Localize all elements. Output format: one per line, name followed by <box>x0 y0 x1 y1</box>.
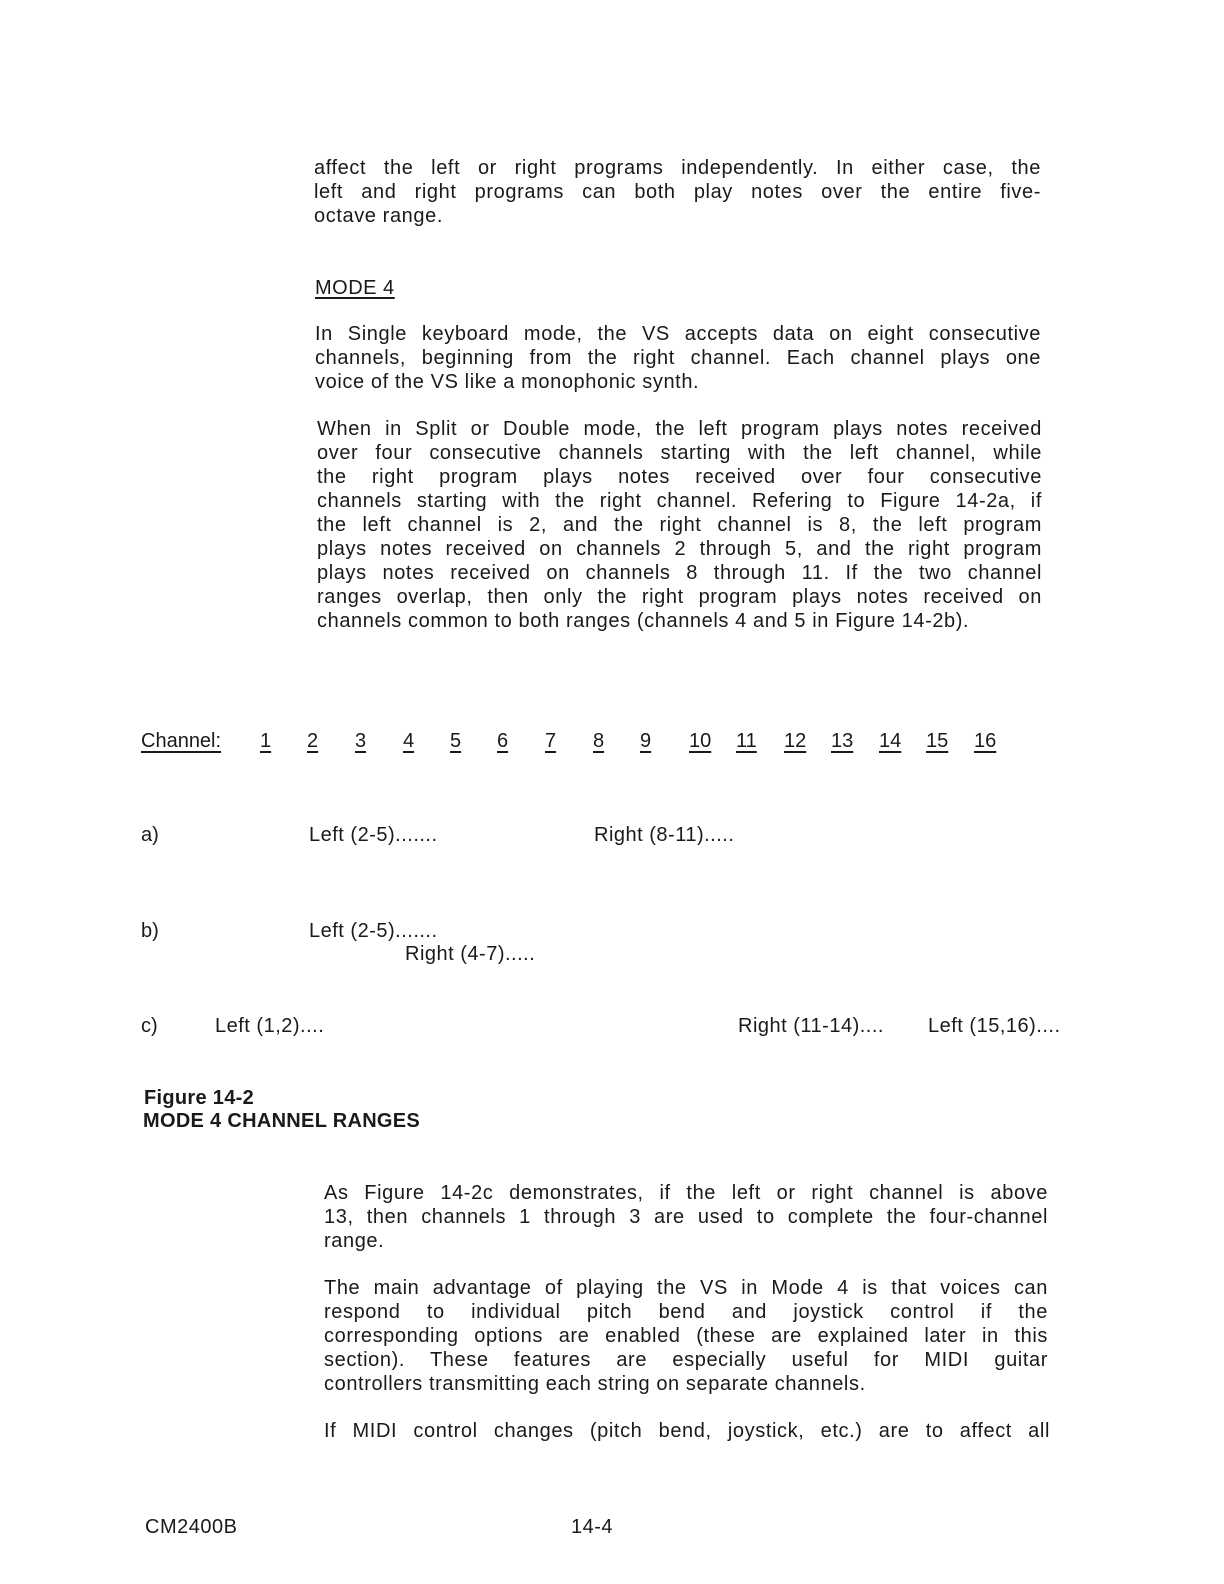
paragraph-midi-control <box>324 1419 1050 1443</box>
paragraph-advantage <box>324 1276 1048 1396</box>
channel-number: 2 <box>307 730 319 752</box>
channel-number: 8 <box>593 730 605 752</box>
text-line: As Figure 14-2c demonstrates, if the left or right channel is above <box>324 1182 1048 1204</box>
text-line: the right program plays notes received over four consecutive <box>317 466 1042 488</box>
footer-doc-id: CM2400B <box>145 1516 238 1538</box>
section-heading: MODE 4 <box>315 277 395 299</box>
channel-number: 7 <box>545 730 557 752</box>
text-line: over four consecutive channels starting with the left channel, while <box>317 442 1042 464</box>
row-a-left-range: Left (2-5)....... <box>309 824 438 846</box>
text-line: ranges overlap, then only the right program plays notes received on <box>317 586 1042 608</box>
text-line: If MIDI control changes (pitch bend, joystick, etc.) are to affect all <box>324 1420 1050 1442</box>
text-line: voice of the VS like a monophonic synth. <box>315 371 700 393</box>
text-line: affect the left or right programs independently. In either case, the <box>314 157 1041 179</box>
channel-number: 9 <box>640 730 652 752</box>
channel-label: Channel: <box>141 730 222 752</box>
row-a-label: a) <box>141 824 159 846</box>
row-c-left-range: Left (1,2).... <box>215 1015 325 1037</box>
text-line: the left channel is 2, and the right channel is 8, the left program <box>317 514 1042 536</box>
channel-number: 1 <box>260 730 272 752</box>
text-line: controllers transmitting each string on separate channels. <box>324 1373 866 1395</box>
paragraph-split-mode <box>317 417 1042 633</box>
text-line: range. <box>324 1230 385 1252</box>
text-line: In Single keyboard mode, the VS accepts data on eight consecutive <box>315 323 1041 345</box>
text-line: section). These features are especially useful for MIDI guitar <box>324 1349 1048 1371</box>
text-line: left and right programs can both play notes over the entire five- <box>314 181 1041 203</box>
text-line: channels common to both ranges (channels 4 and 5 in Figure 14-2b). <box>317 610 970 632</box>
channel-number: 12 <box>784 730 807 752</box>
text-line: plays notes received on channels 8 through 11. If the two channel <box>317 562 1042 584</box>
row-b-label: b) <box>141 920 159 942</box>
text-line: channels starting with the right channel. Refering to Figure 14-2a, if <box>317 490 1042 512</box>
text-line: The main advantage of playing the VS in Mode 4 is that voices can <box>324 1277 1048 1299</box>
row-b-right-range: Right (4-7)..... <box>405 943 536 965</box>
row-c-left2-range: Left (15,16).... <box>928 1015 1061 1037</box>
text-line: respond to individual pitch bend and joystick control if the <box>324 1301 1048 1323</box>
row-c-label: c) <box>141 1015 158 1037</box>
footer-page-number: 14-4 <box>571 1516 614 1538</box>
channel-number: 16 <box>974 730 997 752</box>
intro-paragraph <box>314 156 1041 228</box>
text-line: plays notes received on channels 2 through 5, and the right program <box>317 538 1042 560</box>
row-a-right-range: Right (8-11)..... <box>594 824 735 846</box>
channel-number: 11 <box>736 730 757 752</box>
text-line: octave range. <box>314 205 443 227</box>
channel-number: 3 <box>355 730 367 752</box>
paragraph-single-mode <box>315 322 1041 394</box>
text-line: channels, beginning from the right channel. Each channel plays one <box>315 347 1041 369</box>
row-b-left-range: Left (2-5)....... <box>309 920 438 942</box>
channel-number: 13 <box>831 730 854 752</box>
text-line: When in Split or Double mode, the left program plays notes received <box>317 418 1042 440</box>
channel-number: 6 <box>497 730 509 752</box>
channel-number: 10 <box>689 730 712 752</box>
paragraph-figure-c <box>324 1181 1048 1253</box>
channel-number: 15 <box>926 730 949 752</box>
figure-caption-title: Figure 14-2 <box>144 1087 254 1109</box>
text-line: 13, then channels 1 through 3 are used to complete the four-channel <box>324 1206 1048 1228</box>
channel-number: 4 <box>403 730 415 752</box>
row-c-right-range: Right (11-14).... <box>738 1015 884 1037</box>
channel-number: 5 <box>450 730 462 752</box>
channel-number: 14 <box>879 730 902 752</box>
text-line: corresponding options are enabled (these are explained later in this <box>324 1325 1048 1347</box>
figure-caption-subtitle: MODE 4 CHANNEL RANGES <box>143 1110 421 1132</box>
